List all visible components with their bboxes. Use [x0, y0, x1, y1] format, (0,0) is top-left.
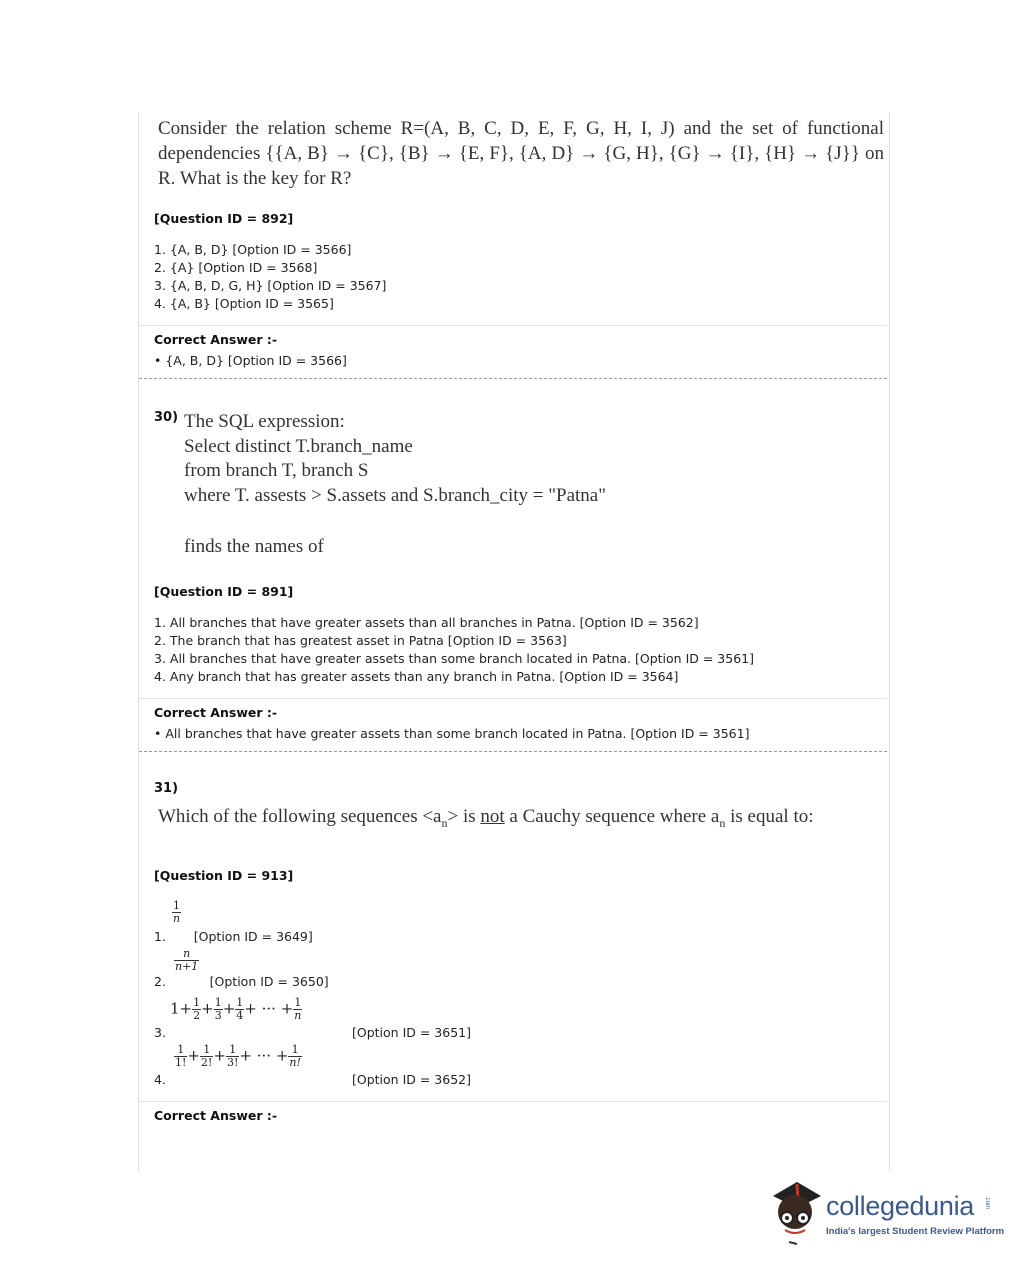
q31-sub-2: n: [719, 815, 726, 830]
q31-option-3-id: [Option ID = 3651]: [352, 1025, 471, 1040]
q31-text-a: Which of the following sequences <a: [158, 806, 442, 827]
q31-option-4-math: $\frac{1}{1!}$ + $\frac{1}{2!}$ + $\frac{1}{3!}$ + ··· + $\frac{1}{n!}$: [175, 1043, 301, 1069]
q29-option-1[interactable]: 1. {A, B, D} [Option ID = 3566]: [154, 242, 352, 257]
q31-option-2-num: 2.: [154, 974, 166, 989]
q29-option-3[interactable]: 3. {A, B, D, G, H} [Option ID = 3567]: [154, 278, 387, 293]
q31-correct-label: Correct Answer :-: [154, 1108, 278, 1123]
q29-option-2[interactable]: 2. {A} [Option ID = 3568]: [154, 260, 318, 275]
q31-option-4-id: [Option ID = 3652]: [352, 1072, 471, 1087]
q30-line-1: The SQL expression:: [184, 411, 345, 432]
brand-com: .com: [984, 1196, 990, 1210]
q30-option-3[interactable]: 3. All branches that have greater assets than some branch located in Patna. [Option ID = 3561]: [154, 651, 754, 666]
q30-option-1[interactable]: 1. All branches that have greater assets than all branches in Patna. [Option ID = 3562]: [154, 615, 699, 630]
fraction-1-over-n: $\frac{1}{n}$: [173, 899, 181, 925]
q31-option-1-id: [Option ID = 3649]: [193, 929, 313, 944]
q31-text-d: is equal to:: [725, 806, 814, 827]
q30-line-2: Select distinct T.branch_name: [184, 435, 413, 457]
q29-options: [154, 241, 386, 313]
q30-option-2[interactable]: 2. The branch that has greatest asset in Patna [Option ID = 3563]: [154, 633, 567, 648]
q30-tail: finds the names of: [184, 536, 324, 557]
q31-number: 31): [154, 781, 179, 796]
q31-option-3-num[interactable]: 3.: [154, 1025, 166, 1040]
q31-sub-1: n: [441, 815, 448, 830]
brand-name[interactable]: collegedunia: [826, 1191, 975, 1221]
q30-correct-label: Correct Answer :-: [154, 705, 278, 720]
q29-correct-answer: • {A, B, D} [Option ID = 3566]: [154, 353, 347, 368]
question-separator: [139, 378, 887, 379]
q31-text-c: a Cauchy sequence where a: [504, 806, 720, 827]
q30-question-id: [Question ID = 891]: [154, 584, 294, 599]
question-separator: [139, 751, 887, 752]
q31-text-not: not: [480, 806, 505, 827]
q29-question-id: [Question ID = 892]: [154, 211, 294, 226]
q31-option-3-math: 1+ $\frac{1}{2}$ + $\frac{1}{3}$ + $\frac{1}{4}$ + ··· + $\frac{1}{n}$: [170, 996, 302, 1022]
q29-option-4[interactable]: 4. {A, B} [Option ID = 3565]: [154, 296, 334, 311]
divider: [139, 698, 887, 699]
q30-correct-answer: • All branches that have greater assets than some branch located in Patna. [Option ID = 3561]: [154, 726, 750, 741]
q31-text: [158, 804, 884, 836]
brand-tagline: India's largest Student Review Platform: [826, 1226, 1005, 1237]
q31-option-4-num[interactable]: 4.: [154, 1072, 166, 1087]
q30-line-4: where T. assests > S.assets and S.branch_city = "Patna": [184, 484, 606, 506]
q31-option-1-math: [172, 900, 181, 925]
q31-option-2-id: [Option ID = 3650]: [209, 974, 329, 989]
q31-question-id: [Question ID = 913]: [154, 868, 294, 883]
q31-option-2[interactable]: [154, 974, 329, 989]
q31-option-1[interactable]: [154, 929, 313, 944]
q31-text-b: > is: [447, 806, 481, 827]
q31-option-2-math: [174, 948, 199, 973]
q29-correct-label: Correct Answer :-: [154, 332, 278, 347]
q30-options: [154, 614, 754, 686]
divider: [139, 325, 887, 326]
q30-line-3: from branch T, branch S: [184, 460, 369, 481]
q30-number: 30): [154, 410, 179, 425]
q31-option-1-num: 1.: [154, 929, 166, 944]
q30-text: [184, 410, 606, 508]
fraction-n-over-n-plus-1: $\frac{n}{n+1}$: [175, 947, 199, 973]
divider: [139, 1101, 887, 1102]
q30-option-4[interactable]: 4. Any branch that has greater assets than any branch in Patna. [Option ID = 3564]: [154, 669, 679, 684]
q29-text: Consider the relation scheme R=(A, B, C, D, E, F, G, H, I, J) and the set of functional dependencies {{A, B} → {C}, {B} → {E, F}, {A, D} → {G, H}, {G} → {I}, {H} → {J}} on R. What is the key for R?: [158, 118, 884, 189]
